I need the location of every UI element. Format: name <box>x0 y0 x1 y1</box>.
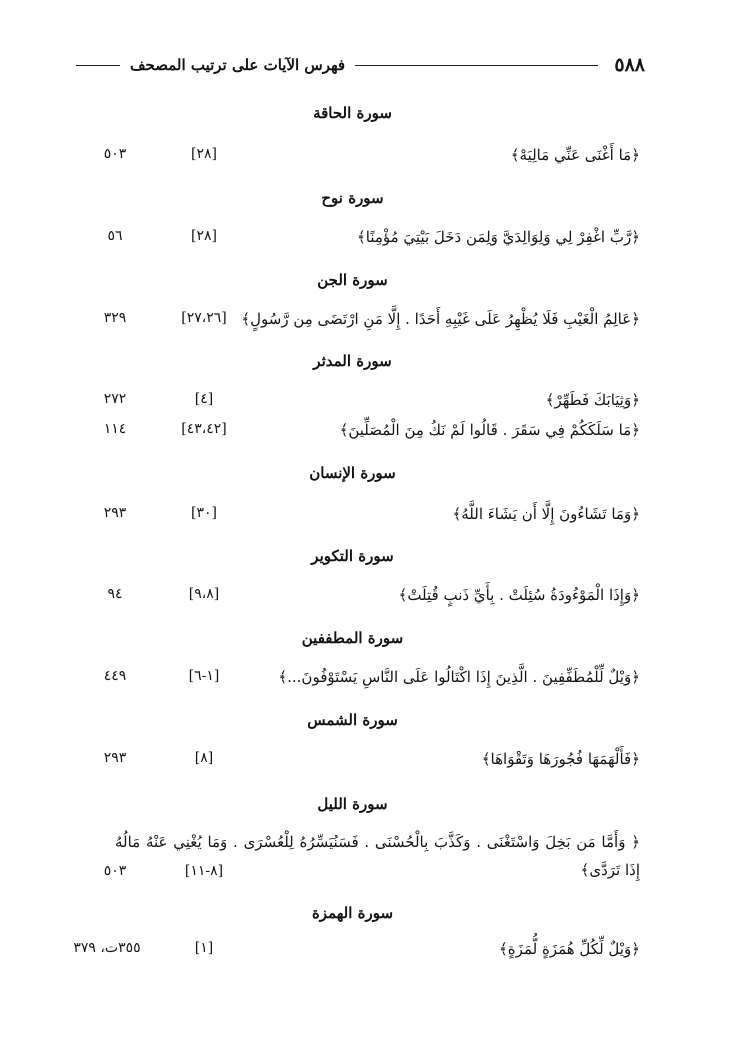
page-reference: ٥٠٣ <box>103 863 127 879</box>
verse-reference: [٤] <box>194 391 214 407</box>
verse-text: ﴿وَمَا تَشَاءُونَ إِلَّا أَن يَشَاءَ اللَّهُ﴾ <box>452 505 640 523</box>
running-title: فهرس الآيات على ترتيب المصحف <box>130 56 346 74</box>
verse-reference: [٢٨] <box>191 146 217 162</box>
surah-title: سورة نوح <box>321 189 384 207</box>
verse-reference: [٨] <box>194 750 214 766</box>
surah-title: سورة الهمزة <box>311 904 394 922</box>
surah-title: سورة الشمس <box>307 711 398 729</box>
verse-text: ﴿مَا سَلَكَكُمْ فِي سَقَرَ . قَالُوا لَمْ نَكُ مِنَ الْمُصَلِّينَ﴾ <box>339 421 640 439</box>
page-reference: ٩٤ <box>107 586 123 602</box>
verse-reference: [٣٠] <box>191 505 217 521</box>
verse-text: ﴿مَا أَغْنَى عَنِّي مَالِيَهْ﴾ <box>510 146 640 164</box>
page-reference: ١١٤ <box>103 421 127 437</box>
surah-title: سورة التكوير <box>311 547 394 565</box>
page-reference: ٢٩٣ <box>103 505 127 521</box>
surah-title: سورة الجن <box>317 271 388 289</box>
verse-reference: [٢٨] <box>191 228 217 244</box>
verse-reference: [٨-١١] <box>184 863 224 879</box>
verse-text: ﴿وَيْلٌ لِّلْمُطَفِّفِينَ . الَّذِينَ إِذَا اكْتَالُوا عَلَى النَّاسِ يَسْتَوْفُونَ...﴾ <box>278 668 640 686</box>
verse-text: ﴿وَيْلٌ لِّكُلِّ هُمَزَةٍ لُّمَزَةٍ﴾ <box>499 940 640 958</box>
page-reference: ٣٢٩ <box>103 310 127 326</box>
page-reference: ٥٠٣ <box>103 146 127 162</box>
verse-reference: [١] <box>194 940 214 956</box>
surah-title: سورة الليل <box>317 795 388 813</box>
verse-reference: [١-٦] <box>188 668 220 684</box>
surah-title: سورة المدثر <box>313 352 392 370</box>
running-header <box>70 50 645 80</box>
verse-reference: [٩،٨] <box>188 586 220 602</box>
verse-text: ﴿وَثِيَابَكَ فَطَهِّرْ﴾ <box>545 391 640 409</box>
page-reference: ٢٩٣ <box>103 750 127 766</box>
verse-text: ﴿فَأَلْهَمَهَا فُجُورَهَا وَتَقْوَاهَا﴾ <box>481 750 640 768</box>
page-reference: ٣٥٥ت، ٣٧٩ <box>73 940 141 956</box>
surah-title: سورة المطففين <box>301 629 404 647</box>
verse-reference: [٢٧،٢٦] <box>181 310 227 326</box>
surah-title: سورة الحاقة <box>313 104 392 122</box>
page-reference: ٥٦ <box>107 228 123 244</box>
verse-text: ﴿رَّبِّ اغْفِرْ لِي وَلِوَالِدَيَّ وَلِمَن دَخَلَ بَيْتِيَ مُؤْمِنًا﴾ <box>356 228 640 246</box>
header-rule <box>355 65 598 66</box>
verse-text: ﴿عَالِمُ الْغَيْبِ فَلَا يُظْهِرُ عَلَى غَيْبِهِ أَحَدًا . إِلَّا مَنِ ارْتَضَى مِن رَّسُولٍ﴾ <box>241 310 640 328</box>
page-number: ٥٨٨ <box>614 54 645 76</box>
verse-reference: [٤٣،٤٢] <box>181 421 227 437</box>
verse-text: ﴿وَإِذَا الْمَوْءُودَةُ سُئِلَتْ . بِأَيِّ ذَنبٍ قُتِلَتْ﴾ <box>398 586 640 604</box>
verse-text: ﴿ وَأَمَّا مَن بَخِلَ وَاسْتَغْنَى . وَكَذَّبَ بِالْحُسْنَى . فَسَنُيَسِّرُهُ لِلْعُسْرَى . وَمَا يُغْنِي عَنْهُ مَالُهُ إِذَا تَرَدَّى﴾ <box>115 833 640 879</box>
page-reference: ٤٤٩ <box>103 668 127 684</box>
page-reference: ٢٧٢ <box>103 391 127 407</box>
header-rule <box>76 65 120 66</box>
surah-title: سورة الإنسان <box>309 464 396 482</box>
